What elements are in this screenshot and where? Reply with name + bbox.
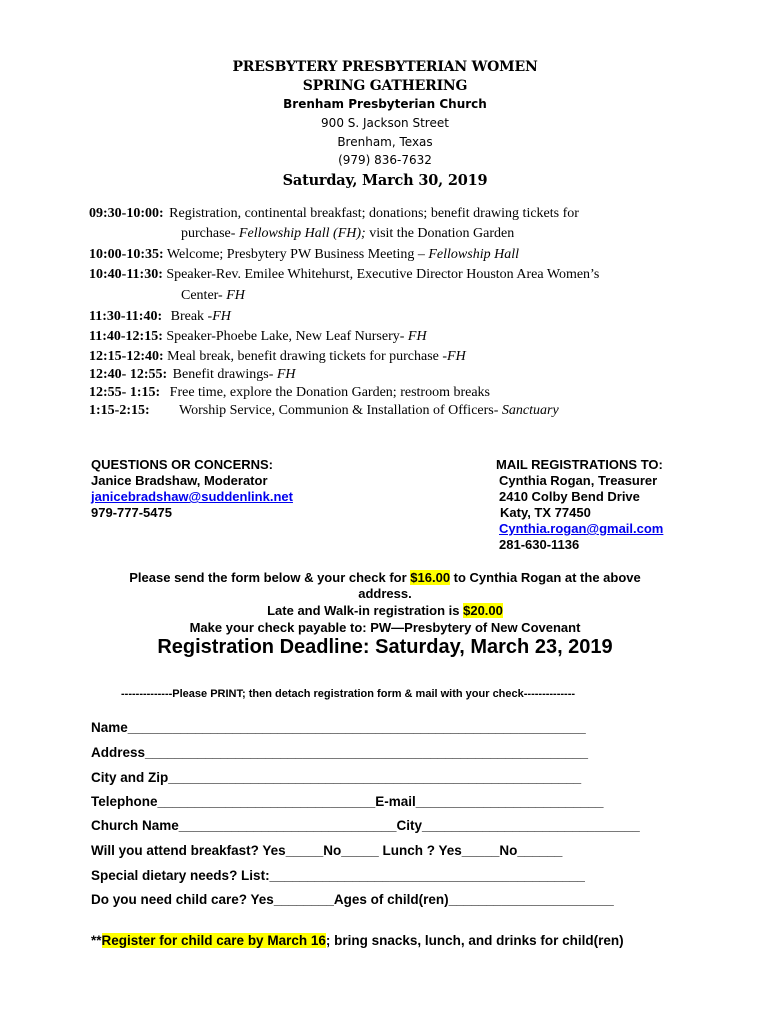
treasurer-phone: 281-630-1136 (499, 537, 580, 552)
document-title: PRESBYTERY PRESBYTERIAN WOMEN (232, 59, 538, 75)
schedule-item-continuation (181, 226, 514, 242)
payable-to: Make your check payable to: PW—Presbytery of New Covenant (189, 620, 581, 635)
address-field[interactable]: Address___________________________________________________________ (91, 745, 588, 760)
schedule-location: Sanctuary (501, 403, 559, 418)
fee-amount: $16.00 (410, 570, 451, 585)
schedule-item (89, 349, 466, 365)
schedule-time: 10:00-10:35: (89, 247, 164, 262)
schedule-item (89, 247, 519, 263)
church-city-field[interactable]: Church Name_____________________________City_____________________________ (91, 818, 640, 833)
church-street: 900 S. Jackson Street (321, 116, 449, 130)
late-text: Late and Walk-in registration is (267, 603, 464, 618)
name-field[interactable]: Name_____________________________________________________________ (91, 720, 586, 735)
schedule-text: Speaker-Rev. Emilee Whitehurst, Executive Director Houston Area Women’s (166, 267, 600, 282)
schedule-text: Welcome; Presbytery PW Business Meeting – (166, 247, 429, 262)
schedule-item (89, 206, 579, 222)
church-phone: (979) 836-7632 (338, 153, 432, 167)
moderator-name: Janice Bradshaw, Moderator (91, 473, 268, 488)
schedule-item (89, 403, 559, 419)
schedule-text: Speaker-Phoebe Lake, New Leaf Nursery- (166, 329, 408, 344)
schedule-time: 12:15-12:40: (89, 349, 164, 364)
schedule-location: FH (447, 349, 466, 364)
schedule-location: FH (212, 309, 231, 324)
schedule-time: 10:40-11:30: (89, 267, 163, 282)
schedule-item (89, 385, 490, 401)
breakfast-lunch-field[interactable]: Will you attend breakfast? Yes_____No_____ Lunch ? Yes_____No______ (91, 843, 563, 858)
late-registration (0, 603, 770, 618)
child-care-deadline: Register for child care by March 16 (101, 933, 326, 948)
schedule-item (89, 309, 231, 325)
schedule-text: Center- (181, 288, 227, 303)
registration-deadline: Registration Deadline: Saturday, March 23, 2019 (157, 636, 613, 658)
church-city: Brenham, Texas (337, 135, 433, 149)
questions-heading: QUESTIONS OR CONCERNS: (91, 457, 274, 472)
event-date: Saturday, March 30, 2019 (282, 172, 488, 189)
moderator-phone: 979-777-5475 (91, 505, 172, 520)
late-fee-amount: $20.00 (463, 603, 503, 618)
city-zip-field[interactable]: City and Zip_______________________________________________________ (91, 770, 582, 785)
note-text: ; bring snacks, lunch, and drinks for child(ren) (325, 933, 624, 948)
detach-line: --------------Please PRINT; then detach registration form & mail with your check-------------- (121, 688, 576, 700)
dietary-needs-field[interactable]: Special dietary needs? List:__________________________________________ (91, 868, 585, 883)
schedule-time: 11:40-12:15: (89, 329, 163, 344)
treasurer-street: 2410 Colby Bend Drive (499, 489, 640, 504)
send-instructions (0, 570, 770, 585)
schedule-item (89, 367, 296, 383)
document-subtitle: SPRING GATHERING (302, 78, 468, 94)
telephone-email-field[interactable]: Telephone_____________________________E-mail_________________________ (91, 794, 604, 809)
schedule-item-continuation (181, 288, 245, 304)
schedule-text: Meal break, benefit drawing tickets for purchase - (167, 349, 448, 364)
note-prefix: ** (91, 933, 102, 948)
moderator-email-link[interactable]: janicebradshaw@suddenlink.net (91, 489, 293, 504)
schedule-item (89, 329, 427, 345)
schedule-text: Benefit drawings- (172, 367, 277, 382)
schedule-location: FH (407, 329, 427, 344)
schedule-text: Free time, explore the Donation Garden; restroom breaks (169, 385, 490, 400)
schedule-location: Fellowship Hall (FH); (238, 226, 366, 241)
treasurer-email-link[interactable]: Cynthia.rogan@gmail.com (499, 521, 664, 536)
child-care-note (91, 933, 624, 948)
schedule-text: visit the Donation Garden (365, 226, 515, 241)
schedule-text: purchase- (181, 226, 239, 241)
schedule-time: 09:30-10:00: (89, 206, 164, 221)
schedule-time: 12:55- 1:15: (89, 385, 161, 400)
schedule-time: 1:15-2:15: (89, 403, 150, 418)
send-text: Please send the form below & your check for (129, 570, 411, 585)
church-name: Brenham Presbyterian Church (283, 97, 487, 111)
treasurer-name: Cynthia Rogan, Treasurer (499, 473, 658, 488)
treasurer-city: Katy, TX 77450 (500, 505, 591, 520)
send-instructions-line2: address. (358, 586, 412, 601)
schedule-time: 11:30-11:40: (89, 309, 163, 324)
schedule-text: Worship Service, Communion & Installation of Officers- Sanctuary (179, 403, 559, 418)
schedule-item (89, 267, 599, 283)
schedule-text: Break - (170, 309, 213, 324)
schedule-location: Fellowship Hall (428, 247, 519, 262)
schedule-text: Registration, continental breakfast; donations; benefit drawing tickets for (169, 206, 579, 221)
schedule-location: FH (226, 288, 245, 303)
send-text: to Cynthia Rogan at the above (450, 570, 641, 585)
child-care-field[interactable]: Do you need child care? Yes________Ages of child(ren)______________________ (91, 892, 614, 907)
mail-heading: MAIL REGISTRATIONS TO: (496, 457, 663, 472)
schedule-location: FH (276, 367, 296, 382)
schedule-time: 12:40- 12:55: (89, 367, 168, 382)
